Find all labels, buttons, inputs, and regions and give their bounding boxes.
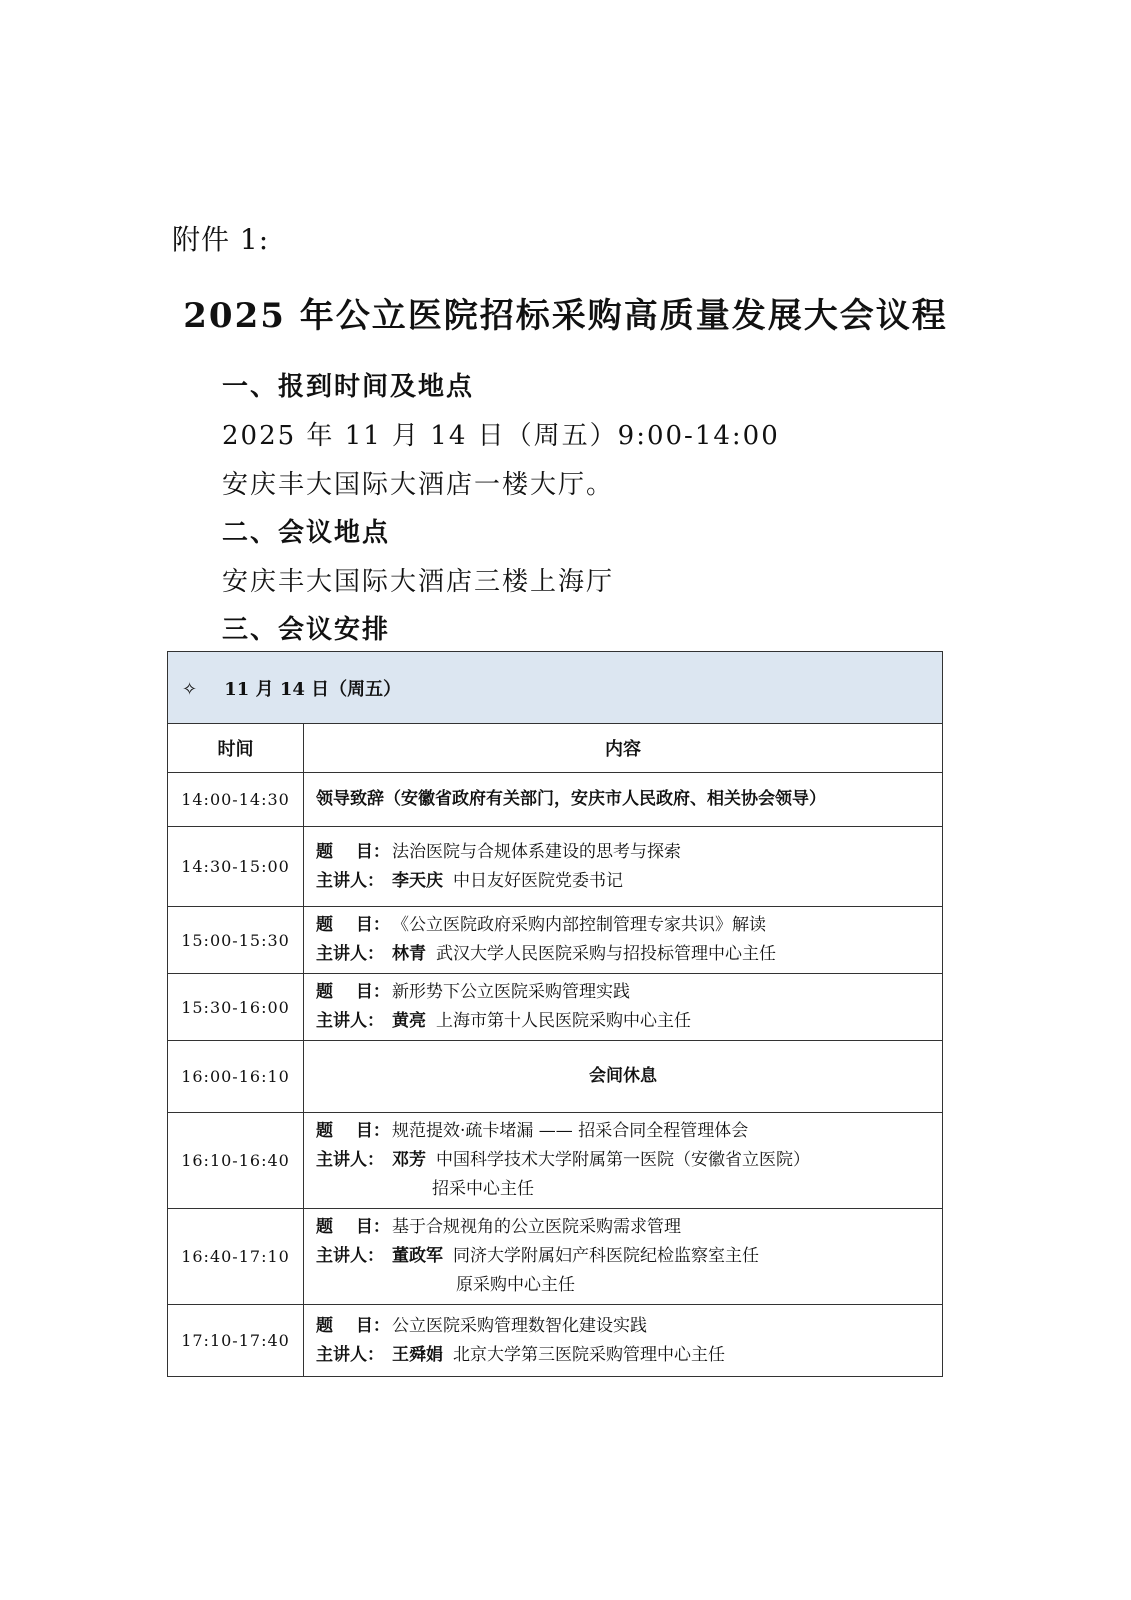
table-row — [168, 1041, 943, 1113]
row-affiliation: 同济大学附属妇产科医院纪检监察室主任 — [453, 1246, 759, 1266]
row-content — [304, 1209, 943, 1305]
topic-label: 题 目： — [316, 1121, 390, 1141]
speaker-label: 主讲人： — [316, 1011, 384, 1031]
row-content — [304, 974, 943, 1041]
table-row — [168, 773, 943, 827]
section-registration-heading: 一、报到时间及地点 — [222, 372, 475, 402]
table-row — [168, 974, 943, 1041]
row-affiliation: 上海市第十人民医院采购中心主任 — [436, 1011, 691, 1031]
table-row — [168, 1209, 943, 1305]
row-affiliation: 中日友好医院党委书记 — [453, 870, 623, 891]
section-venue-heading: 二、会议地点 — [222, 518, 391, 548]
day-header-row — [168, 652, 943, 724]
row-time: 16:10-16:40 — [168, 1113, 304, 1209]
speaker-label: 主讲人： — [316, 1344, 384, 1365]
row-speaker: 邓芳 — [392, 1150, 426, 1170]
registration-time: 2025 年 11 月 14 日（周五）9:00-14:00 — [222, 421, 780, 451]
row-speaker: 李天庆 — [392, 870, 443, 891]
row-content — [304, 1113, 943, 1209]
column-header-row — [168, 724, 943, 773]
row-time: 16:00-16:10 — [168, 1041, 304, 1113]
day-header — [168, 652, 943, 724]
section-schedule-heading: 三、会议安排 — [222, 615, 391, 645]
day-label: 11 月 14 日（周五） — [224, 678, 402, 700]
table-row — [168, 1113, 943, 1209]
row-text: 领导致辞（安徽省政府有关部门，安庆市人民政府、相关协会领导） — [304, 773, 943, 827]
column-header-content: 内容 — [304, 724, 943, 773]
row-topic: 基于合规视角的公立医院采购需求管理 — [392, 1217, 681, 1237]
row-affiliation: 武汉大学人民医院采购与招投标管理中心主任 — [436, 944, 776, 964]
topic-label: 题 目： — [316, 982, 390, 1002]
row-affiliation: 中国科学技术大学附属第一医院（安徽省立医院） — [436, 1150, 810, 1170]
row-time: 14:00-14:30 — [168, 773, 304, 827]
row-topic: 《公立医院政府采购内部控制管理专家共识》解读 — [392, 915, 766, 935]
row-break: 会间休息 — [304, 1041, 943, 1113]
row-time: 16:40-17:10 — [168, 1209, 304, 1305]
row-speaker: 董政军 — [392, 1246, 443, 1266]
registration-place: 安庆丰大国际大酒店一楼大厅。 — [222, 470, 615, 500]
table-row — [168, 827, 943, 907]
speaker-label: 主讲人： — [316, 870, 384, 891]
row-topic: 公立医院采购管理数智化建设实践 — [392, 1315, 647, 1336]
topic-label: 题 目： — [316, 915, 390, 935]
row-topic: 新形势下公立医院采购管理实践 — [392, 982, 630, 1002]
row-speaker: 林青 — [392, 944, 426, 964]
column-header-time: 时间 — [168, 724, 304, 773]
row-content — [304, 1305, 943, 1377]
table-row — [168, 907, 943, 974]
speaker-label: 主讲人： — [316, 1150, 384, 1170]
row-time: 14:30-15:00 — [168, 827, 304, 907]
row-time: 17:10-17:40 — [168, 1305, 304, 1377]
speaker-label: 主讲人： — [316, 1246, 384, 1266]
venue-place: 安庆丰大国际大酒店三楼上海厅 — [222, 567, 615, 597]
diamond-icon: ✧ — [182, 678, 198, 700]
speaker-label: 主讲人： — [316, 944, 384, 964]
document-title: 2025 年公立医院招标采购高质量发展大会议程 — [183, 296, 948, 336]
row-topic: 法治医院与合规体系建设的思考与探索 — [392, 841, 681, 862]
topic-label: 题 目： — [316, 1315, 390, 1336]
row-affiliation: 北京大学第三医院采购管理中心主任 — [453, 1344, 725, 1365]
row-affiliation-cont: 原采购中心主任 — [456, 1275, 575, 1295]
table-row — [168, 1305, 943, 1377]
agenda-table — [167, 651, 943, 1377]
row-time: 15:30-16:00 — [168, 974, 304, 1041]
attachment-label: 附件 1: — [172, 223, 270, 256]
row-content — [304, 827, 943, 907]
row-affiliation-cont: 招采中心主任 — [432, 1179, 534, 1199]
topic-label: 题 目： — [316, 841, 390, 862]
row-time: 15:00-15:30 — [168, 907, 304, 974]
topic-label: 题 目： — [316, 1217, 390, 1237]
row-speaker: 黄亮 — [392, 1011, 426, 1031]
row-content — [304, 907, 943, 974]
row-topic: 规范提效·疏卡堵漏 —— 招采合同全程管理体会 — [392, 1121, 749, 1141]
row-speaker: 王舜娟 — [392, 1344, 443, 1365]
